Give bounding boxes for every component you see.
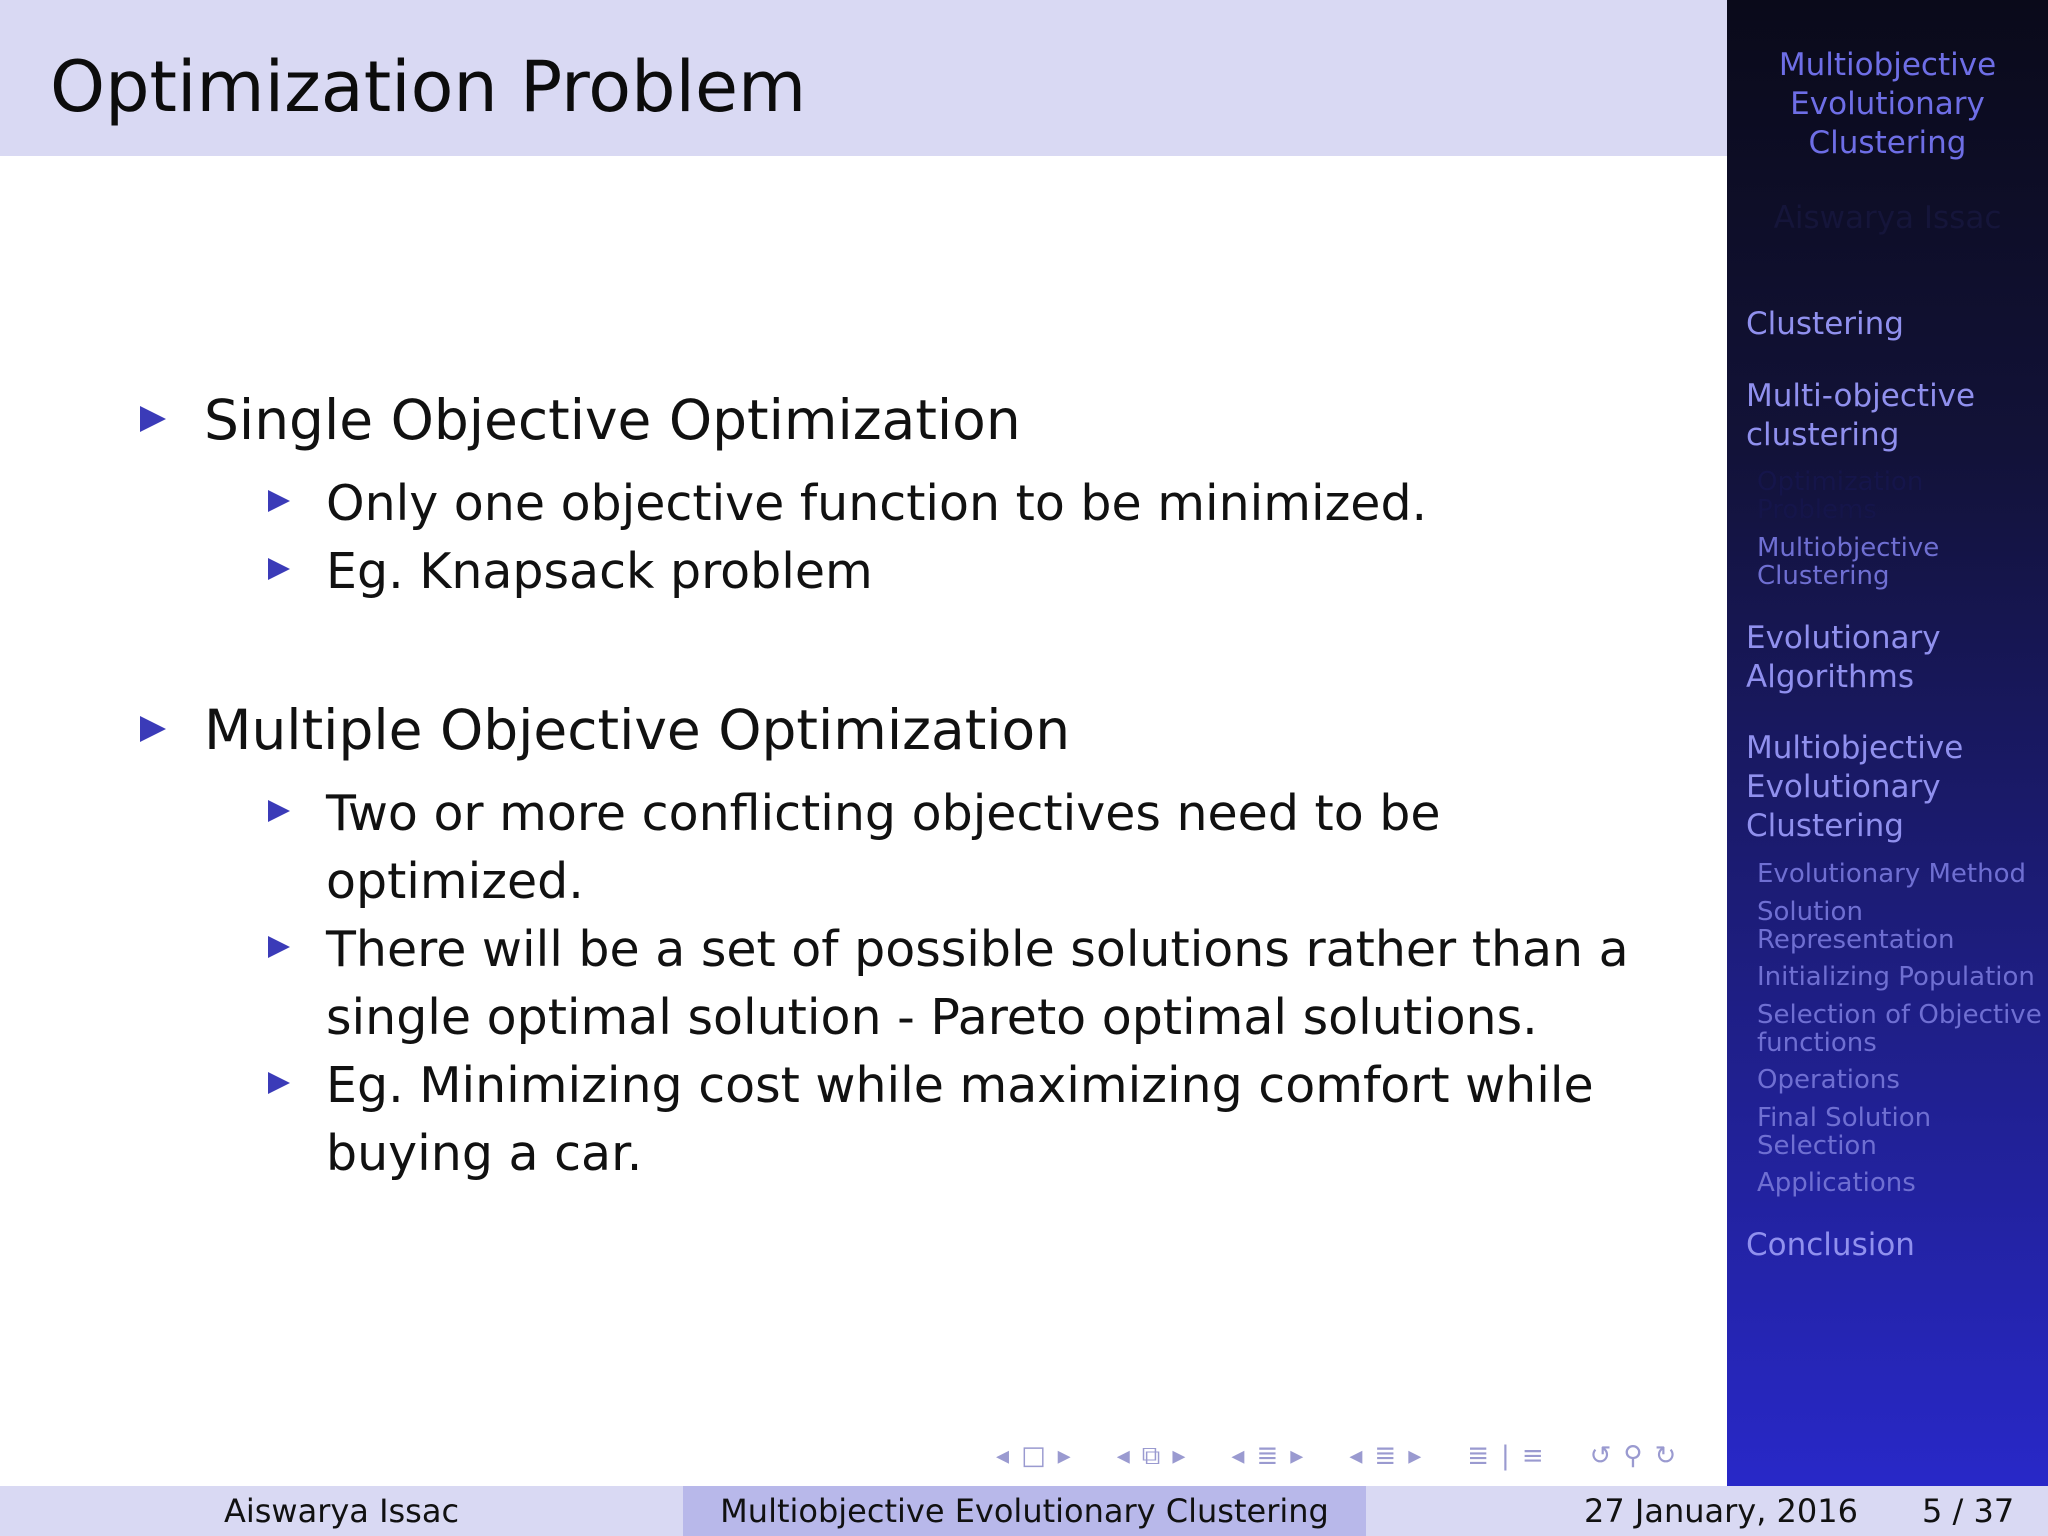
nav-doc-icon[interactable]: ≣ | ≡ [1467, 1441, 1544, 1471]
bullet-triangle-icon [268, 558, 290, 580]
beamer-nav-symbols [990, 1438, 1716, 1474]
footer-author: Aiswarya Issac [223, 1492, 460, 1530]
sidebar-subsection-multiobjective-clustering[interactable]: Multiobjective Clustering [1757, 533, 1940, 591]
sidebar-section-multi-objective-clustering[interactable]: Multi-objective clustering [1746, 378, 1976, 453]
sidebar-subsection-optimization-problems[interactable]: Optimization Problems [1757, 467, 1924, 525]
sub-bullet: There will be a set of possible solutions rather than a [326, 916, 1629, 984]
nav-back-icon[interactable]: ↺ [1589, 1441, 1612, 1471]
bullet-triangle-icon [268, 490, 290, 512]
nav-back-search-forward-icons[interactable] [1584, 1441, 1683, 1471]
sub-bullet: Eg. Minimizing cost while maximizing comfort while [326, 1052, 1594, 1120]
slide-content [0, 156, 1727, 1486]
sidebar-subsection-operations[interactable]: Operations [1757, 1065, 1900, 1095]
nav-section-icon[interactable]: ◂ ≣ ▸ [1231, 1441, 1304, 1471]
nav-search-icon[interactable]: ⚲ [1623, 1441, 1643, 1471]
footer-page-number: 5 / 37 [1922, 1492, 2015, 1530]
nav-frame-icon[interactable]: ◂ □ ▸ [996, 1441, 1071, 1471]
bullet-multiple-objective: Multiple Objective Optimization [204, 698, 1070, 762]
slide-title-bar [0, 0, 1727, 156]
slide-footer [0, 1486, 2048, 1536]
sidebar-subsection-initializing-population[interactable]: Initializing Population [1757, 962, 2035, 992]
nav-forward-icon[interactable]: ↻ [1654, 1441, 1677, 1471]
sidebar-subsection-applications[interactable]: Applications [1757, 1168, 1916, 1198]
sidebar-section-multiobjective-evolutionary-clustering[interactable]: Multiobjective Evolutionary Clustering [1746, 730, 1964, 844]
sidebar-subsection-selection-of-objective-functions[interactable]: Selection of Objective functions [1757, 1000, 2042, 1058]
sidebar-section-clustering[interactable]: Clustering [1746, 306, 1904, 342]
nav-subsection-icon[interactable]: ◂ ⧉ ▸ [1116, 1440, 1186, 1471]
sub-bullet: Eg. Knapsack problem [326, 538, 873, 606]
nav-subsection-list-icon[interactable]: ◂ ≣ ▸ [1349, 1441, 1422, 1471]
sidebar-subsection-final-solution-selection[interactable]: Final Solution Selection [1757, 1103, 1932, 1161]
sub-bullet: Only one objective function to be minimized. [326, 470, 1427, 538]
sidebar-presentation-title[interactable]: Multiobjective Evolutionary Clustering [1778, 47, 1997, 161]
bullet-single-objective: Single Objective Optimization [204, 388, 1021, 452]
sub-bullet: Two or more conflicting objectives need to be [326, 780, 1441, 848]
sub-bullet-continuation: buying a car. [326, 1125, 643, 1182]
sidebar-section-conclusion[interactable]: Conclusion [1746, 1227, 1915, 1263]
bullet-triangle-icon [268, 1072, 290, 1094]
bullet-triangle-icon [268, 936, 290, 958]
bullet-triangle-icon [140, 406, 166, 432]
sidebar-section-evolutionary-algorithms[interactable]: Evolutionary Algorithms [1746, 620, 1941, 695]
slide-title: Optimization Problem [50, 46, 807, 128]
sidebar-navigation [1727, 0, 2048, 1486]
sidebar-subsection-solution-representation[interactable]: Solution Representation [1757, 897, 1955, 955]
sub-bullet-continuation: single optimal solution - Pareto optimal solutions. [326, 989, 1538, 1046]
sub-bullet-continuation: optimized. [326, 853, 584, 910]
sidebar-subsection-evolutionary-method[interactable]: Evolutionary Method [1757, 859, 2027, 889]
footer-title: Multiobjective Evolutionary Clustering [683, 1486, 1366, 1536]
bullet-triangle-icon [140, 716, 166, 742]
footer-date: 27 January, 2016 [1584, 1492, 1858, 1530]
sidebar-author: Aiswarya Issac [1773, 200, 2002, 236]
bullet-triangle-icon [268, 800, 290, 822]
